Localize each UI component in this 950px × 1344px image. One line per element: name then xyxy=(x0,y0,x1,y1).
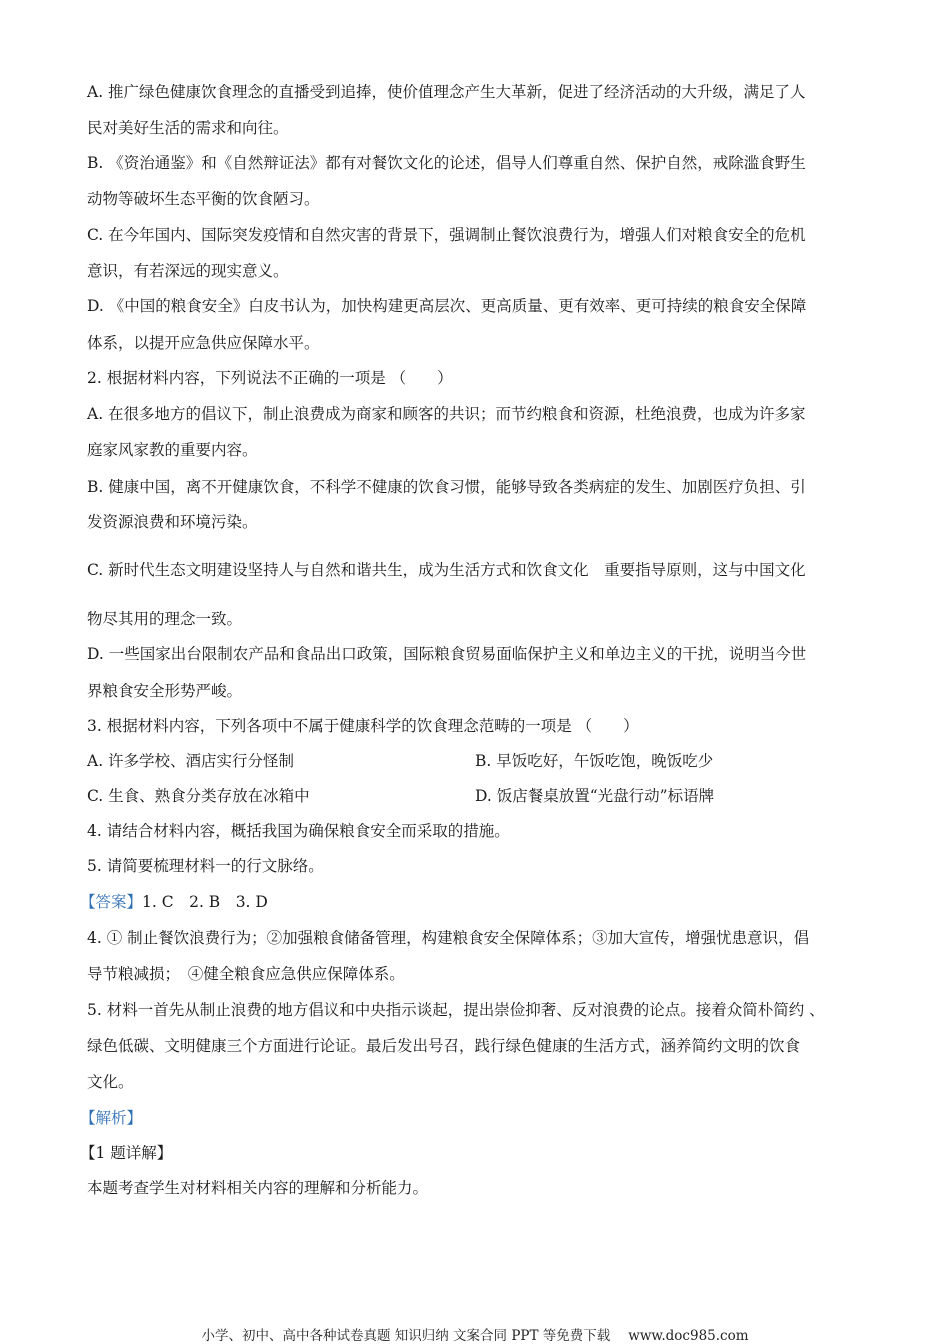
answer-4-line1: 4. ① 制止餐饮浪费行为；②加强粮食储备管理，构建粮食安全保障体系；③加大宣传，增强忧患意识，倡 xyxy=(87,929,810,947)
q2-stem: 2. 根据材料内容，下列说法不正确的一项是 （ ） xyxy=(87,369,453,387)
answer-5-line3: 文化。 xyxy=(87,1073,134,1091)
footer-text: 小学、初中、高中各种试卷真题 知识归纳 文案合同 PPT 等免费下载 xyxy=(201,1328,611,1344)
q2-option-b-line1: B. 健康中国，离不开健康饮食，不科学不健康的饮食习惯，能够导致各类病症的发生、加剧医疗负担、引 xyxy=(87,478,806,496)
answer-5-line2: 绿色低碳、文明健康三个方面进行论证。最后发出号召，践行绿色健康的生活方式，涵养简约文明的饮食 xyxy=(87,1037,801,1055)
q2-option-d-line1: D. 一些国家出台限制农产品和食品出口政策，国际粮食贸易面临保护主义和单边主义的干扰，说明当今世 xyxy=(87,645,807,663)
q2-option-d-line2: 界粮食安全形势严峻。 xyxy=(87,682,243,700)
answer-4-line2: 导节粮减损； ④健全粮食应急供应保障体系。 xyxy=(87,965,405,983)
page-footer xyxy=(0,1324,950,1344)
analysis-tag: 【解析】 xyxy=(80,1109,143,1127)
answer-5-line1: 5. 材料一首先从制止浪费的地方倡议和中央指示谈起，提出崇俭抑奢、反对浪费的论点。接着众简朴简约 、 xyxy=(87,1001,825,1019)
q4-stem: 4. 请结合材料内容，概括我国为确保粮食安全而采取的措施。 xyxy=(87,822,510,840)
q3-option-d: D. 饭店餐桌放置“光盘行动”标语牌 xyxy=(475,787,715,805)
q1-option-b-line1: B. 《资治通鉴》和《自然辩证法》都有对餐饮文化的论述，倡导人们尊重自然、保护自然，戒除滥食野生 xyxy=(87,154,806,172)
footer-url[interactable]: www.doc985.com xyxy=(628,1328,749,1344)
q2-option-c-line2: 物尽其用的理念一致。 xyxy=(87,610,243,628)
q1-option-b-line2: 动物等破坏生态平衡的饮食陋习。 xyxy=(87,190,320,208)
q2-option-a-line1: A. 在很多地方的倡议下，制止浪费成为商家和顾客的共识；而节约粮食和资源，杜绝浪费，也成为许多家 xyxy=(87,405,806,423)
q1-option-c-line1: C. 在今年国内、国际突发疫情和自然灾害的背景下，强调制止餐饮浪费行为，增强人们对粮食安全的危机 xyxy=(87,226,806,244)
answer-choices: 1. C 2. B 3. D xyxy=(142,893,268,911)
q3-option-a: A. 许多学校、酒店实行分怪制 xyxy=(87,752,295,770)
answer-tag: 【答案】 xyxy=(80,893,143,911)
q3-option-c: C. 生食、熟食分类存放在冰箱中 xyxy=(87,787,310,805)
q1-option-d-line1: D. 《中国的粮食安全》白皮书认为，加快构建更高层次、更高质量、更有效率、更可持续的粮食安全保障 xyxy=(87,297,807,315)
q3-stem: 3. 根据材料内容，下列各项中不属于健康科学的饮食理念范畴的一项是 （ ） xyxy=(87,717,639,735)
detail-title: 【1 题详解】 xyxy=(80,1144,173,1162)
q1-option-c-line2: 意识，有若深远的现实意义。 xyxy=(87,262,289,280)
q5-stem: 5. 请简要梳理材料一的行文脉络。 xyxy=(87,857,324,875)
answer-line xyxy=(80,892,268,912)
q3-option-b: B. 早饭吃好，午饭吃饱，晚饭吃少 xyxy=(475,752,714,770)
q2-option-b-line2: 发资源浪费和环境污染。 xyxy=(87,513,258,531)
q2-option-c-line1: C. 新时代生态文明建设坚持人与自然和谐共生，成为生活方式和饮食文化 重要指导原则，这与中国文化 xyxy=(87,561,806,579)
q1-option-d-line2: 体系，以提开应急供应保障水平。 xyxy=(87,334,320,352)
q1-option-a-line2: 民对美好生活的需求和向往。 xyxy=(87,119,289,137)
q1-option-a-line1: A. 推广绿色健康饮食理念的直播受到追捧，使价值理念产生大革新，促进了经济活动的大升级，满足了人 xyxy=(87,83,806,101)
detail-text: 本题考查学生对材料相关内容的理解和分析能力。 xyxy=(87,1179,429,1197)
q2-option-a-line2: 庭家风家教的重要内容。 xyxy=(87,441,258,459)
